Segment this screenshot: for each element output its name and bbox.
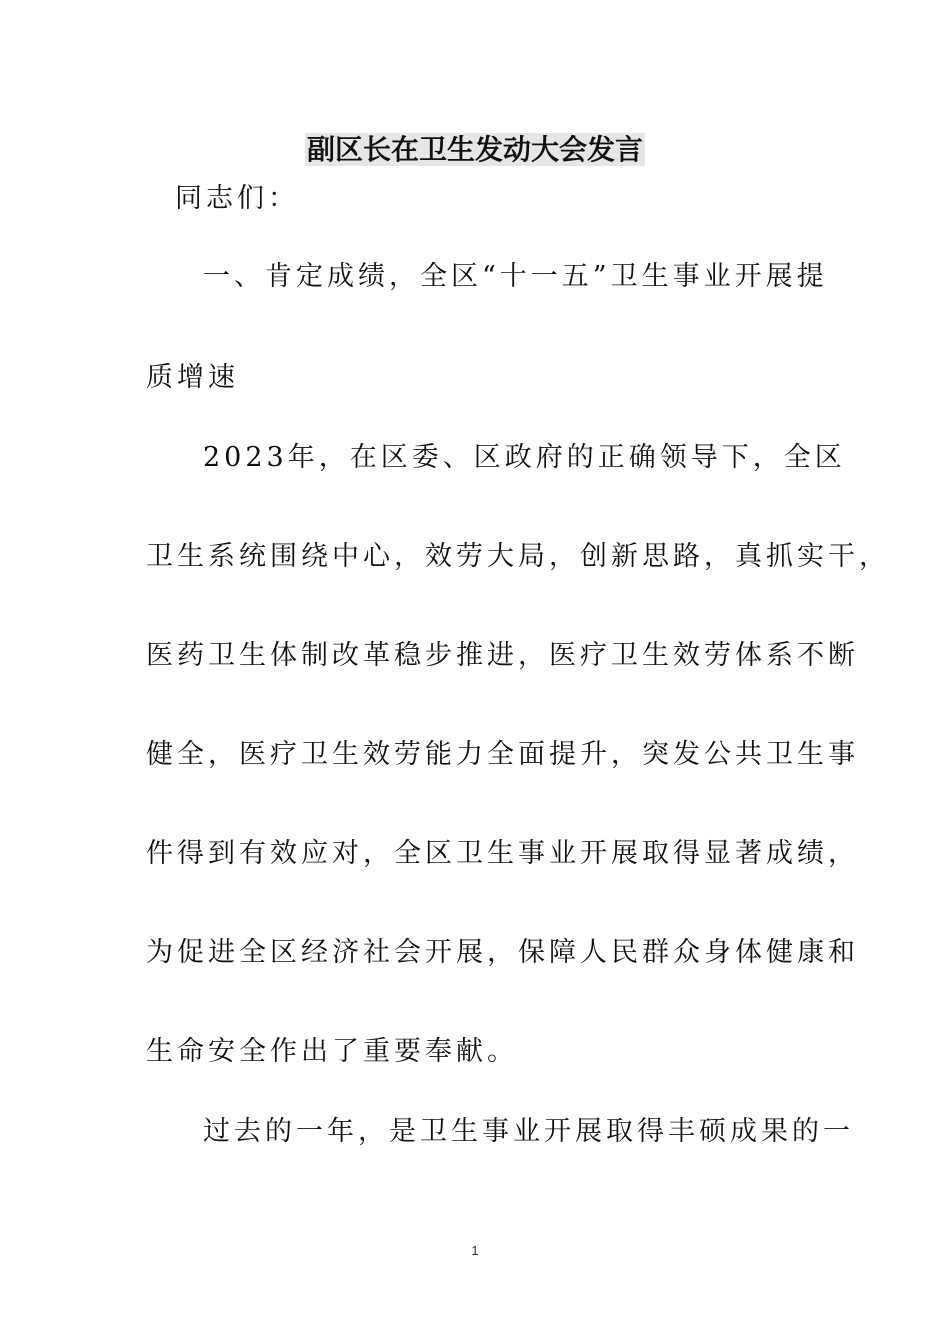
- section-heading-line-1: 一、肯定成绩，全区“十一五”卫生事业开展提: [203, 261, 828, 292]
- document-title-text: 副区长在卫生发动大会发言: [306, 133, 643, 166]
- paragraph-1-line-4: 健全，医疗卫生效劳能力全面提升，突发公共卫生事: [146, 739, 859, 770]
- document-title: [0, 130, 950, 170]
- paragraph-1-line-1: 2023年，在区委、区政府的正确领导下，全区: [203, 442, 846, 473]
- paragraph-1-line-3: 医药卫生体制改革稳步推进，医疗卫生效劳体系不断: [146, 640, 859, 671]
- section-heading-line-2: 质增速: [146, 362, 239, 393]
- paragraph-1-line-5: 件得到有效应对，全区卫生事业开展取得显著成绩，: [146, 838, 859, 869]
- paragraph-1-line-7: 生命安全作出了重要奉献。: [146, 1036, 518, 1067]
- salutation: 同志们：: [175, 183, 299, 214]
- paragraph-2-line-1: 过去的一年，是卫生事业开展取得丰硕成果的一: [203, 1116, 854, 1147]
- page-number: 1: [471, 1243, 479, 1258]
- paragraph-1-line-2: 卫生系统围绕中心，效劳大局，创新思路，真抓实干，: [146, 541, 890, 572]
- paragraph-1-line-6: 为促进全区经济社会开展，保障人民群众身体健康和: [146, 937, 859, 968]
